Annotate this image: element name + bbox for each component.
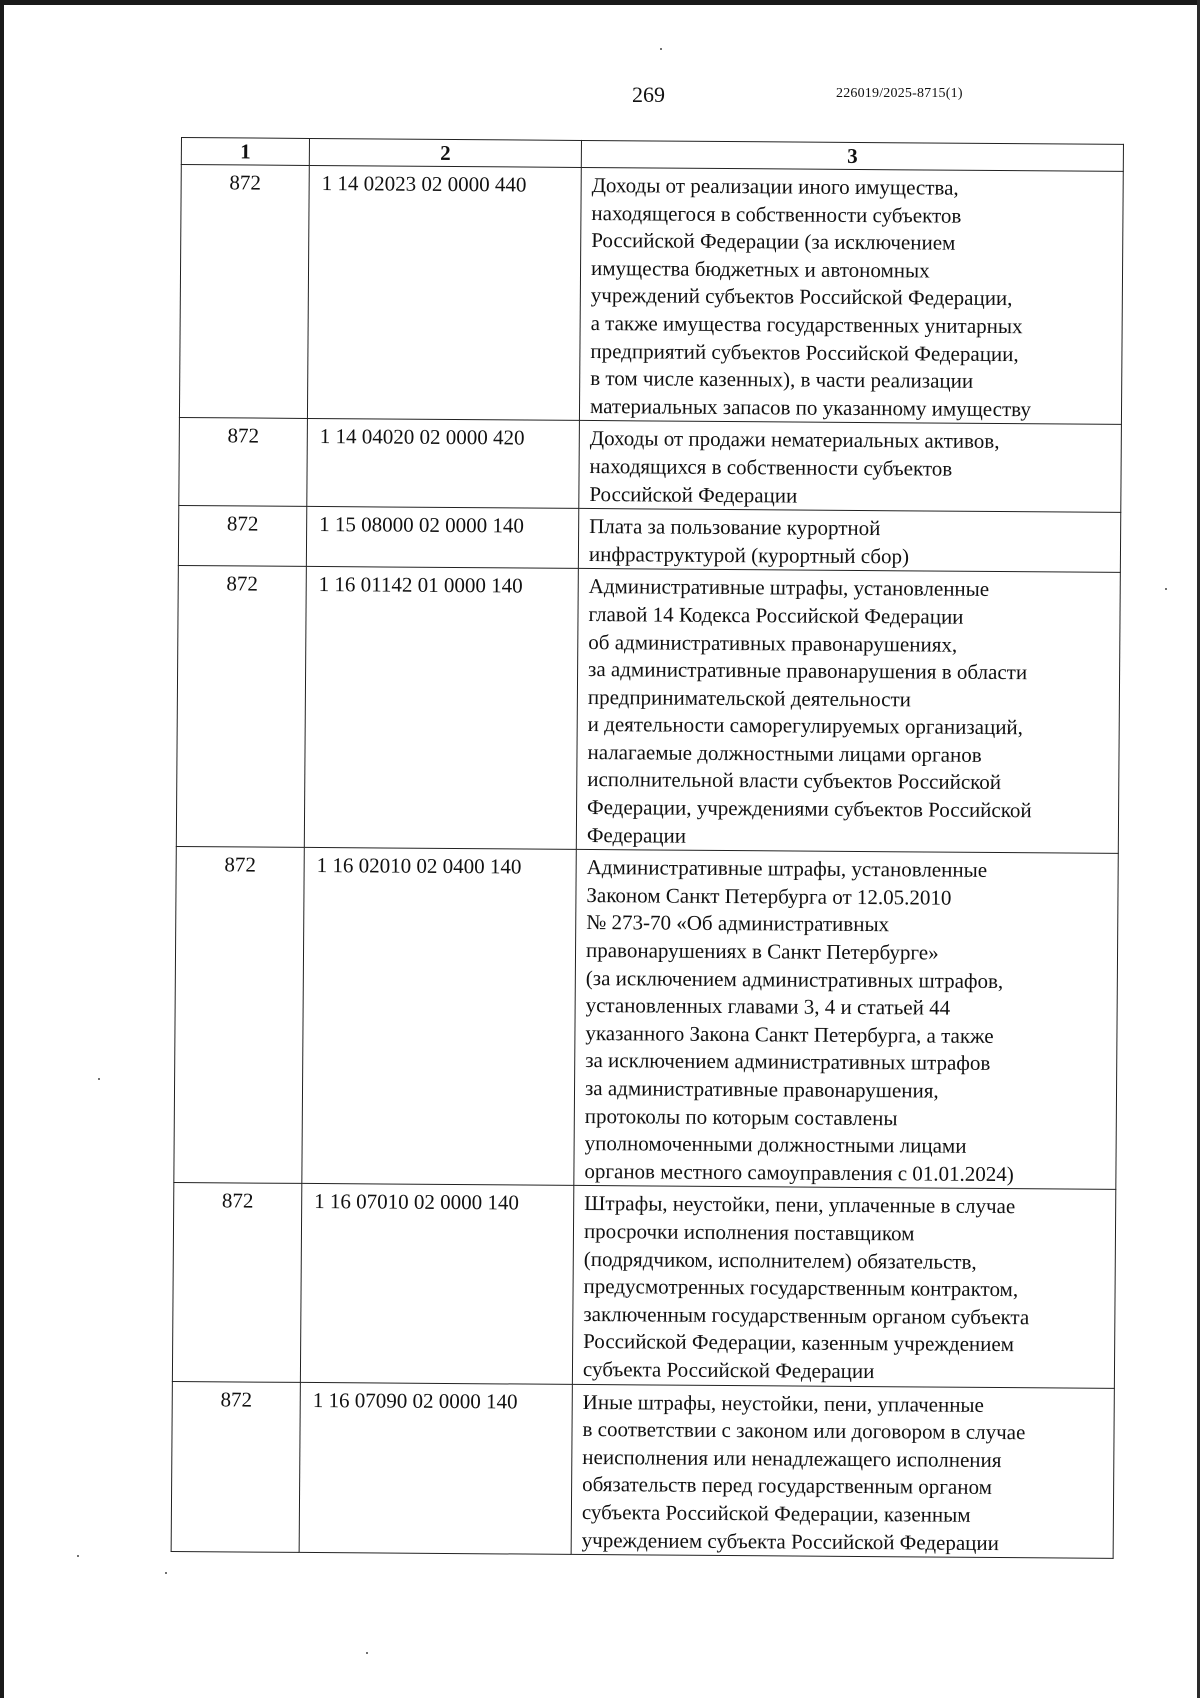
admin-code-cell: 872 (179, 418, 308, 507)
table-row (174, 847, 1118, 1190)
admin-code-cell: 872 (178, 506, 306, 567)
description-cell: Иные штрафы, неустойки, пени, уплаченные в соответствии с законом или договором в случае неисполнения или ненадлежащего исполнения обязательств перед государственным органом субъекта Российской Федерации, казенным учреждением субъекта Российской Федерации (571, 1384, 1114, 1559)
table-row (172, 1183, 1115, 1388)
table-row (178, 506, 1120, 573)
admin-code-cell: 872 (176, 566, 306, 848)
table-row (179, 418, 1122, 513)
scan-speck (77, 1555, 79, 1557)
scan-border-top (0, 0, 1200, 5)
description-cell: Доходы от реализации иного имущества, находящегося в собственности субъектов Российской Федерации (за исключением имущества бюджетных и автономных учреждений субъектов Российской Федерации, а также имущества государственных унитарных предприятий субъектов Российской Федерации, в том числе казенных), в части реализации материальных запасов по указанному имуществу (579, 167, 1123, 424)
kbk-code-cell: 1 16 07090 02 0000 140 (299, 1382, 572, 1555)
description-cell: Доходы от продажи нематериальных активов, находящихся в собственности субъектов Российской Федерации (579, 421, 1122, 513)
kbk-code-cell: 1 16 01142 01 0000 140 (304, 567, 578, 850)
page-number: 269 (632, 82, 665, 107)
scan-speck (660, 48, 662, 50)
scan-speck (165, 1572, 167, 1574)
table-row (176, 566, 1120, 854)
column-header-2: 2 (309, 138, 581, 167)
scan-speck (1165, 588, 1167, 590)
kbk-code-cell: 1 16 02010 02 0400 140 (302, 848, 576, 1186)
kbk-code-cell: 1 15 08000 02 0000 140 (306, 507, 578, 569)
kbk-code-cell: 1 14 02023 02 0000 440 (307, 165, 581, 420)
admin-code-cell: 872 (172, 1183, 301, 1382)
admin-code-cell: 872 (179, 165, 309, 419)
scan-border-left (0, 0, 4, 1698)
kbk-code-cell: 1 16 07010 02 0000 140 (300, 1184, 573, 1384)
kbk-code-cell: 1 14 04020 02 0000 420 (307, 419, 580, 509)
document-registration-number: 226019/2025-8715(1) (836, 86, 963, 101)
description-cell: Административные штрафы, установленные Законом Санкт Петербурга от 12.05.2010 № 273-70 «Об административных правонарушениях в Санкт Петербурге» (за исключением административных штрафов, установленных главами 3, 4 и статьей 44 указанного Закона Санкт Петербурга, а также за исключением административных штрафов за административные правонарушения, протоколы по которым составлены уполномоченными должностными лицами органов местного самоуправления с 01.01.2024) (574, 850, 1118, 1190)
column-header-1: 1 (181, 138, 309, 166)
scan-speck (98, 1078, 100, 1080)
scan-speck (366, 1652, 368, 1654)
admin-code-cell: 872 (174, 847, 304, 1184)
table-row (179, 165, 1123, 425)
description-cell: Штрафы, неустойки, пени, уплаченные в случае просрочки исполнения поставщиком (подрядчиком, исполнителем) обязательств, предусмотренных государственным контрактом, заключенным государственным органом субъекта Российской Федерации, казенным учреждением субъекта Российской Федерации (572, 1186, 1115, 1388)
budget-codes-table (171, 137, 1124, 1559)
description-cell: Плата за пользование курортной инфраструктурой (курортный сбор) (578, 509, 1120, 573)
admin-code-cell: 872 (171, 1381, 300, 1552)
table-row (171, 1381, 1114, 1558)
column-header-3: 3 (581, 140, 1123, 171)
description-cell: Административные штрафы, установленные главой 14 Кодекса Российской Федерации об административных правонарушениях, за административные правонарушения в области предпринимательской деятельности и деятельности саморегулируемых организаций, налагаемые должностными лицами органов исполнительной власти субъектов Российской Федерации, учреждениями субъектов Российской Федерации (576, 569, 1120, 854)
budget-codes-table-wrapper (171, 137, 1123, 1559)
